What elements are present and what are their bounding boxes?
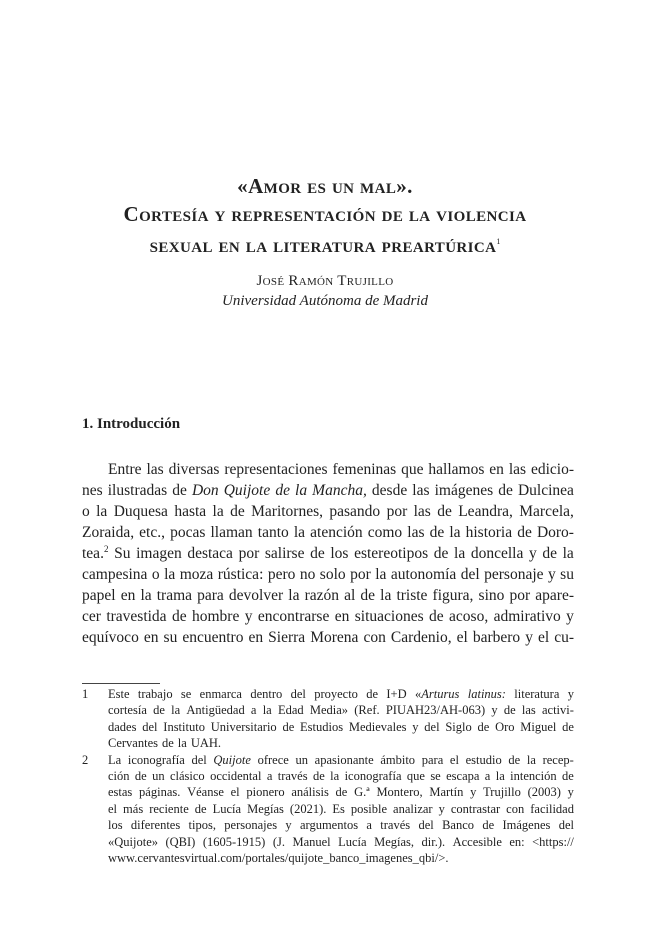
- article-title: [0, 172, 650, 259]
- title-line-1: «Amor es un mal».: [237, 174, 413, 198]
- body-line: Zoraida, etc., pocas llaman tanto la atención como las de la historia de Doro-: [82, 524, 574, 541]
- footnote-line: Este trabajo se enmarca dentro del proyecto de I+D «Arturus latinus: literatura y: [108, 687, 574, 701]
- footnote-line: ción de un clásico occidental a través de la iconografía que se escapa a la intención de: [108, 768, 574, 783]
- section-heading: 1. Introducción: [82, 416, 181, 432]
- author-name: José Ramón Trujillo: [256, 273, 394, 289]
- footnote-line: cortesía de la Antigüedad a la Edad Media» (Ref. PIUAH23/AH-063) y de las activi-: [108, 703, 574, 718]
- footnote: [82, 686, 574, 752]
- footnote-line: el más reciente de Lucía Megías (2021). Es posible analizar y contrastar con facilidad: [108, 801, 574, 816]
- footnotes: [82, 686, 574, 866]
- footnote: [82, 752, 574, 867]
- body-line: campesina o la moza rústica: pero no solo por la autonomía del personaje y su: [82, 566, 574, 583]
- title-line-3-text: sexual en la literatura preartúrica: [149, 233, 497, 257]
- footnote-line: estas páginas. Véanse el pionero análisis de G.ª Montero, Martín y Trujillo (2003) y: [108, 785, 574, 800]
- footnote-divider: [82, 683, 160, 684]
- footnote-number: 1: [82, 687, 89, 701]
- footnote-line: «Quijote» (QBI) (1605-1915) (J. Manuel Lucía Megías, dir.). Accesible en: <https://: [108, 834, 574, 849]
- footnote-line: www.cervantesvirtual.com/portales/quijote_banco_imagenes_qbi/>.: [108, 850, 449, 865]
- footnote-line: los diferentes tipos, personajes y argumentos a través del Banco de Imágenes del: [108, 818, 574, 833]
- footnote-number: 2: [82, 752, 89, 767]
- body-line: papel en la trama para devolver la razón al de la triste figura, sino por apare-: [82, 587, 574, 604]
- title-line-2: Cortesía y representación de la violencia: [123, 202, 527, 226]
- author-block: [0, 271, 650, 311]
- body-paragraph: [82, 459, 574, 648]
- body-line: cer travestida de hombre y encontrarse en situaciones de acoso, admirativo y: [82, 608, 574, 625]
- footnote-line: Cervantes de la UAH.: [108, 736, 222, 751]
- body-line: equívoco en su encuentro en Sierra Morena con Cardenio, el barbero y el cu-: [82, 629, 574, 646]
- title-line-3: [0, 228, 650, 259]
- body-line: nes ilustradas de Don Quijote de la Mancha, desde las imágenes de Dulcinea: [82, 482, 574, 499]
- footnote-ref-1: 1: [496, 237, 501, 246]
- footnote-line: La iconografía del Quijote ofrece un apasionante ámbito para el estudio de la recep-: [108, 752, 574, 767]
- body-line: Entre las diversas representaciones femeninas que hallamos en las edicio-: [108, 461, 574, 478]
- body-line: tea.$^2$ Su imagen destaca por salirse de los estereotipos de la doncella y de la: [82, 543, 574, 562]
- body-line: o la Duquesa hasta la de Maritornes, pasando por las de Leandra, Marcela,: [82, 503, 574, 520]
- author-affiliation: Universidad Autónoma de Madrid: [222, 293, 428, 309]
- footnote-line: dades del Instituto Universitario de Estudios Medievales y del Siglo de Oro Miguel de: [108, 719, 574, 734]
